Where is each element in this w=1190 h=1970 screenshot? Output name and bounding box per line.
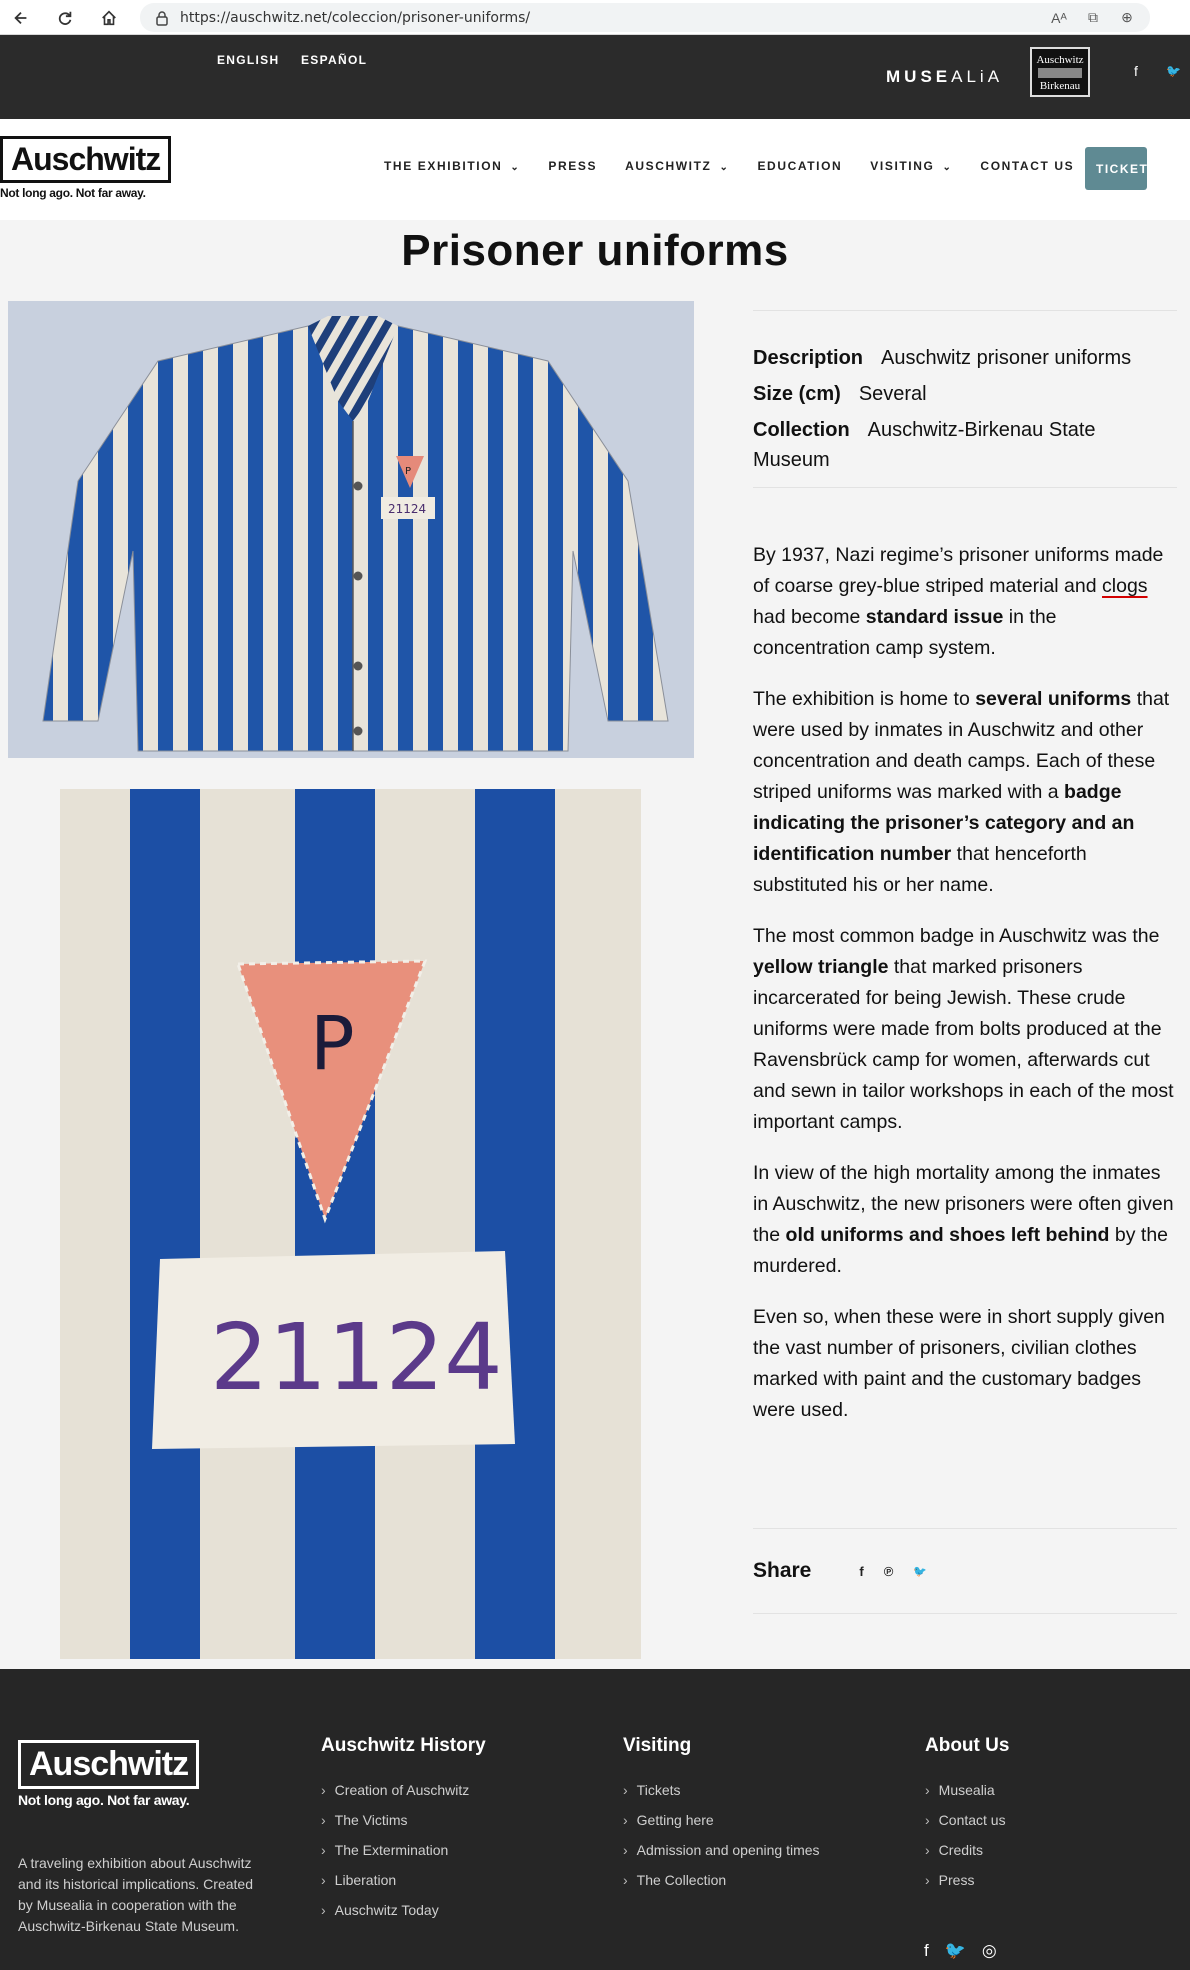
tickets-button[interactable]: TICKETS (1085, 147, 1147, 190)
address-bar[interactable] (140, 3, 1150, 32)
jacket-badge-number: 21124 (388, 502, 427, 516)
text: by the murdered. (753, 1224, 1169, 1277)
musealia-logo[interactable] (886, 67, 1003, 87)
facebook-share-icon[interactable]: f (859, 1563, 864, 1579)
footer-link[interactable]: › Contact us (925, 1811, 1009, 1830)
chevron-down-icon: ⌄ (719, 162, 730, 173)
url-text[interactable]: https://auschwitz.net/coleccion/prisoner-uniforms/ (180, 9, 531, 26)
chevron-down-icon: ⌄ (510, 162, 521, 173)
footer-link[interactable]: › Auschwitz Today (321, 1901, 486, 1920)
footer-col-history (321, 1735, 486, 1931)
footer-link[interactable]: › The Victims (321, 1811, 486, 1830)
footer-link[interactable]: › Creation of Auschwitz (321, 1781, 486, 1800)
closeup-badge-number: 21124 (210, 1304, 503, 1411)
footer-link[interactable]: › The Extermination (321, 1841, 486, 1860)
badge-closeup-image[interactable] (60, 789, 641, 1659)
lang-english-link[interactable]: ENGLISH (217, 53, 280, 67)
nav-label: AUSCHWITZ (625, 159, 712, 173)
footer-social-icons (924, 1941, 997, 1961)
footer-link[interactable]: › Admission and opening times (623, 1841, 820, 1860)
nav-label: PRESS (548, 159, 598, 173)
text: in the concentration camp system. (753, 606, 1057, 659)
spec-label: Size (cm) (753, 383, 841, 405)
object-info-panel (753, 310, 1177, 1446)
footer-about-text: A traveling exhibition about Auschwitz and its historical implications. Created by Musealia in cooperation with the Auschwitz-Birkenau State Museum. (18, 1855, 253, 1934)
text: that marked prisoners incarcerated for being Jewish. These crude uniforms were made from bolts produced at the Ravensbrück camp for women, afterwards cut and sewn in tailor workshops in each of the most important camps. (753, 956, 1174, 1133)
pinterest-share-icon[interactable]: ℗ (883, 1563, 894, 1579)
spec-label: Collection (753, 419, 850, 441)
read-aloud-icon[interactable]: Aᴬ (1051, 9, 1067, 26)
spec-collection (753, 415, 1177, 475)
main-navigation (384, 159, 1102, 173)
badge-closeup-illustration (60, 789, 641, 1659)
museum-logo-bottom: Birkenau (1039, 80, 1081, 92)
footer-logo-tagline: Not long ago. Not far away. (18, 1792, 190, 1808)
back-icon[interactable] (8, 5, 34, 31)
paragraph-1 (753, 540, 1177, 664)
emphasis: old uniforms and shoes left behind (785, 1224, 1110, 1246)
facebook-icon[interactable]: f (1134, 63, 1138, 79)
nav-label: THE EXHIBITION (384, 159, 503, 173)
text: that henceforth substituted his or her name. (753, 843, 1087, 896)
text: The exhibition is home to (753, 688, 976, 710)
twitter-icon[interactable]: 🐦 (944, 1941, 966, 1960)
divider (753, 310, 1177, 311)
nav-label: CONTACT US (980, 159, 1075, 173)
emphasis: yellow triangle (753, 956, 889, 978)
footer-col-title: Visiting (623, 1735, 692, 1756)
jacket-badge-letter: P (405, 466, 412, 477)
nav-label: EDUCATION (757, 159, 843, 173)
footer-link[interactable]: › Getting here (623, 1811, 820, 1830)
paragraph-2 (753, 684, 1177, 901)
reload-icon[interactable] (52, 5, 78, 31)
share-label: Share (753, 1559, 812, 1582)
site-footer (0, 1669, 1190, 1970)
spec-list (753, 343, 1177, 475)
instagram-icon[interactable]: ◎ (981, 1941, 997, 1960)
nav-auschwitz[interactable] (625, 159, 729, 173)
share-bar (753, 1528, 1177, 1614)
browser-toolbar (0, 0, 1190, 35)
text: had become (753, 606, 866, 628)
footer-link[interactable]: › Musealia (925, 1781, 1009, 1800)
museum-logo-bar (1038, 68, 1082, 78)
footer-col-title: About Us (925, 1735, 1010, 1756)
nav-label: VISITING (870, 159, 935, 173)
nav-the-exhibition[interactable] (384, 159, 520, 173)
uniform-jacket-image[interactable] (8, 301, 694, 758)
text: The most common badge in Auschwitz was the (753, 925, 1160, 947)
text: that were used by inmates in Auschwitz and other concentration and death camps. Each of these striped uniforms was marked with a (753, 688, 1170, 803)
museum-logo-top: Auschwitz (1036, 54, 1084, 66)
emphasis: badge indicating the prisoner’s category and an identification number (753, 781, 1135, 865)
spec-value: Auschwitz prisoner uniforms (881, 347, 1132, 369)
spec-label: Description (753, 347, 864, 369)
paragraph-3 (753, 921, 1177, 1138)
striped-jacket-illustration (8, 301, 694, 758)
musealia-thin: ALiA (951, 67, 1004, 86)
footer-link[interactable]: › Tickets (623, 1781, 820, 1800)
spellcheck-word: clogs (1102, 575, 1148, 597)
spec-description (753, 343, 1177, 373)
musealia-bold: MUSE (886, 67, 952, 86)
footer-link[interactable]: › The Collection (623, 1871, 820, 1890)
twitter-share-icon[interactable]: 🐦 (913, 1565, 928, 1578)
text: In view of the high mortality among the inmates in Auschwitz, the new prisoners were often given the (753, 1162, 1174, 1246)
footer-link[interactable]: › Credits (925, 1841, 1009, 1860)
spec-size (753, 379, 1177, 409)
footer-link[interactable]: › Liberation (321, 1871, 486, 1890)
spec-value: Auschwitz-Birkenau State Museum (753, 419, 1096, 471)
favorites-icon[interactable]: ⊕ (1121, 9, 1133, 25)
paragraph-5 (753, 1302, 1177, 1426)
nav-visiting[interactable] (870, 159, 952, 173)
site-logo[interactable] (0, 136, 171, 200)
description-text (753, 540, 1177, 1426)
text: By 1937, Nazi regime’s prisoner uniforms made of coarse grey-blue striped material and (753, 544, 1164, 597)
chevron-down-icon: ⌄ (942, 162, 953, 173)
divider (753, 487, 1177, 488)
site-header (0, 119, 1190, 220)
twitter-icon[interactable]: 🐦 (1166, 64, 1181, 78)
footer-link[interactable]: › Press (925, 1871, 1009, 1890)
page-title: Prisoner uniforms (401, 226, 789, 275)
nav-education[interactable] (757, 159, 842, 173)
logo-tagline: Not long ago. Not far away. (0, 186, 146, 200)
closeup-badge-letter: P (310, 1001, 355, 1087)
top-utility-bar (0, 35, 1190, 119)
facebook-icon[interactable]: f (924, 1941, 929, 1960)
footer-col-about (925, 1735, 1009, 1901)
emphasis: standard issue (865, 606, 1004, 628)
nav-press[interactable] (548, 159, 597, 173)
split-screen-icon[interactable]: ⧉ (1088, 9, 1098, 25)
text: Even so, when these were in short supply given the vast number of prisoners, civilian clothes marked with paint and the customary badges were used. (753, 1306, 1165, 1421)
paragraph-4 (753, 1158, 1177, 1282)
emphasis: several uniforms (975, 688, 1132, 710)
spec-value: Several (858, 383, 927, 405)
footer-logo[interactable] (18, 1740, 199, 1808)
footer-col-title: Auschwitz History (321, 1735, 486, 1756)
museum-logo[interactable] (1030, 47, 1090, 97)
home-icon[interactable] (96, 5, 122, 31)
lang-spanish-link[interactable]: ESPAÑOL (301, 53, 368, 67)
lock-icon (154, 10, 170, 26)
logo-wordmark: Auschwitz (0, 136, 171, 183)
footer-col-visiting (623, 1735, 820, 1901)
footer-logo-wordmark: Auschwitz (18, 1740, 199, 1789)
nav-contact-us[interactable] (980, 159, 1074, 173)
